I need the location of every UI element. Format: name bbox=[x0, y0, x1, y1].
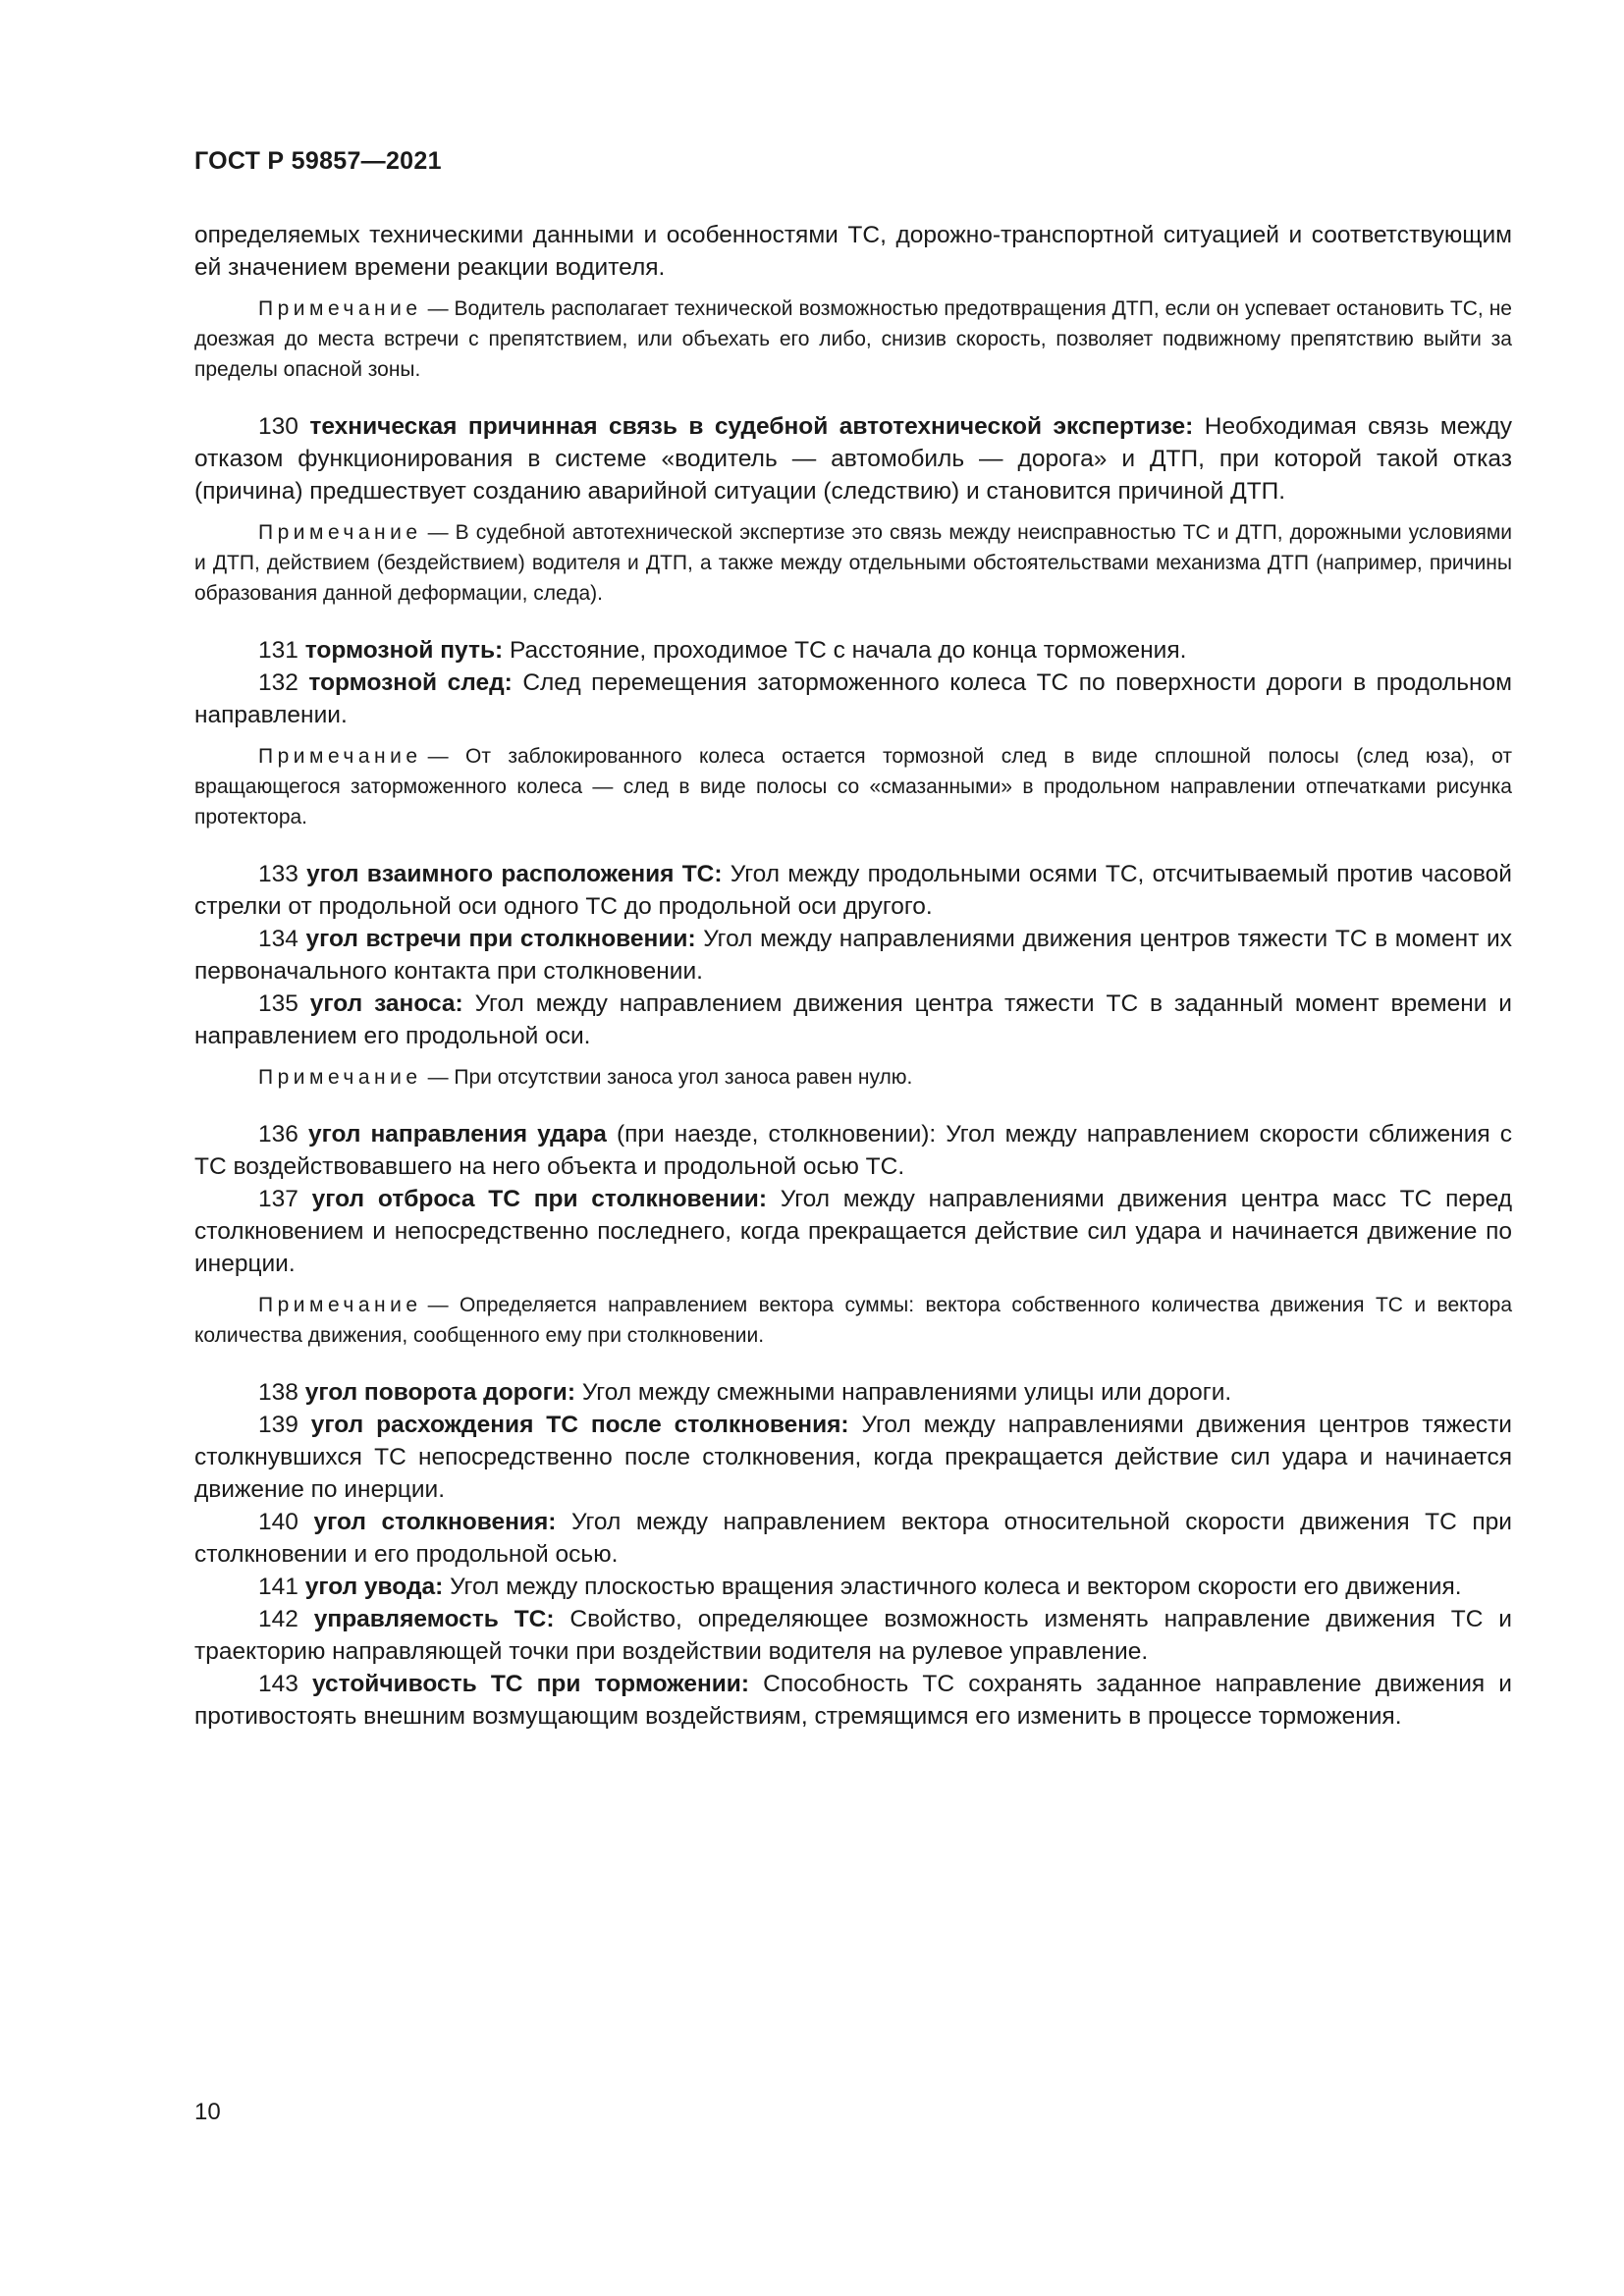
term-name: угол расхождения ТС после столкновения: bbox=[310, 1412, 849, 1438]
term-entry: 136 угол направления удара (при наезде, столкновении): Угол между направлением скорости сближения с ТС воздействовавшего на него объекта и продольной осью ТС. bbox=[194, 1121, 1512, 1180]
term-definition: Угол между направлением вектора относительной скорости движения ТС при столкновении и его продольной осью. bbox=[194, 1509, 1512, 1568]
term-entry: 139 угол расхождения ТС после столкновения: Угол между направлениями движения центров тяжести столкнувшихся ТС непосредственно после столкновения, когда прекращается действие сил удара и начинается движение по инерции. bbox=[194, 1412, 1512, 1503]
note bbox=[194, 1290, 1512, 1351]
term-entry: 132 тормозной след: След перемещения заторможенного колеса ТС по поверхности дороги в продольном направлении. bbox=[194, 669, 1512, 728]
term-entry: 130 техническая причинная связь в судебной автотехнической экспертизе: Необходимая связь между отказом функционирования в системе «водитель — автомобиль — дорога» и ДТП, при которой такой отказ (причина) предшествует созданию аварийной ситуации (следствию) и становится причиной ДТП. bbox=[194, 413, 1513, 505]
term-entry: 131 тормозной путь: Расстояние, проходимое ТС с начала до конца торможения. bbox=[258, 637, 1187, 664]
term-definition: Угол между направлениями движения центров тяжести ТС в момент их первоначального контакта при столкновении. bbox=[194, 926, 1512, 985]
term-definition: Способность ТС сохранять заданное направление движения и противостоять внешним возмущающим воздействиям, стремящимся его изменить в процессе торможения. bbox=[194, 1671, 1512, 1730]
note-text: — Определяется направлением вектора суммы: вектора собственного количества движения ТС и вектора количества движения, сообщенного ему при столкновении. bbox=[194, 1294, 1512, 1347]
note-text: — Водитель располагает технической возможностью предотвращения ДТП, если он успевает остановить ТС, не доезжая до места встречи с препятствием, или объехать его либо, снизив скорость, позволяет подвижному препятствию выйти за пределы опасной зоны. bbox=[194, 297, 1512, 381]
term-definition: Угол между направлением движения центра тяжести ТС в заданный момент времени и направлением его продольной оси. bbox=[194, 990, 1512, 1049]
term-entry: 137 угол отброса ТС при столкновении: Угол между направлениями движения центра масс ТС перед столкновением и непосредственно последнего, когда прекращается действие сил удара и начинается движение по инерции. bbox=[194, 1186, 1512, 1277]
note-label: Примечание bbox=[258, 1294, 422, 1316]
term-name: угол встречи при столкновении: bbox=[305, 926, 696, 952]
term-name: угол заноса: bbox=[309, 990, 463, 1017]
note bbox=[194, 1062, 1512, 1093]
term-name: тормозной путь: bbox=[304, 637, 504, 664]
term-name: управляемость ТС: bbox=[313, 1606, 555, 1632]
term-definition: (при наезде, столкновении): Угол между направлением скорости сближения с ТС воздействовавшего на него объекта и продольной осью ТС. bbox=[194, 1121, 1512, 1180]
note bbox=[194, 517, 1512, 609]
term-name: угол поворота дороги: bbox=[304, 1379, 576, 1406]
term-name: угол направления удара bbox=[307, 1121, 607, 1148]
term-name: угол увода: bbox=[304, 1574, 444, 1600]
term-name: угол столкновения: bbox=[313, 1509, 557, 1535]
term-name: устойчивость ТС при торможении: bbox=[312, 1671, 750, 1697]
term-definition: Угол между продольными осями ТС, отсчитываемый против часовой стрелки от продольной оси одного ТС до продольной оси другого. bbox=[194, 861, 1512, 920]
term-definition: Расстояние, проходимое ТС с начала до конца торможения. bbox=[503, 637, 1187, 664]
term-definition: Угол между плоскостью вращения эластичного колеса и вектором скорости его движения. bbox=[443, 1574, 1462, 1600]
term-definition: Свойство, определяющее возможность изменять направление движения ТС и траекторию направляющей точки при воздействии водителя на рулевое управление. bbox=[194, 1606, 1512, 1665]
term-entry: 135 угол заноса: Угол между направлением движения центра тяжести ТС в заданный момент времени и направлением его продольной оси. bbox=[194, 990, 1512, 1049]
term-entry: 142 управляемость ТС: Свойство, определяющее возможность изменять направление движения ТС и траекторию направляющей точки при воздействии водителя на рулевое управление. bbox=[194, 1606, 1512, 1665]
note bbox=[194, 294, 1512, 385]
note-label: Примечание bbox=[258, 1066, 422, 1089]
intro-paragraph: определяемых техническими данными и особенностями ТС, дорожно-транспортной ситуацией и соответствующим ей значением времени реакции водителя. bbox=[194, 222, 1512, 281]
term-definition: Угол между смежными направлениями улицы или дороги. bbox=[575, 1379, 1232, 1406]
note-label: Примечание bbox=[258, 521, 422, 544]
term-definition: След перемещения заторможенного колеса ТС по поверхности дороги в продольном направлении. bbox=[194, 669, 1512, 728]
term-entry: 143 устойчивость ТС при торможении: Способность ТС сохранять заданное направление движения и противостоять внешним возмущающим воздействиям, стремящимся его изменить в процессе торможения. bbox=[194, 1671, 1512, 1730]
term-name: угол отброса ТС при столкновении: bbox=[311, 1186, 767, 1212]
note-label: Примечание bbox=[258, 745, 422, 768]
note-text: — При отсутствии заноса угол заноса равен нулю. bbox=[427, 1066, 913, 1089]
note bbox=[194, 741, 1512, 832]
document-body bbox=[194, 219, 1512, 1733]
note-text: — В судебной автотехнической экспертизе это связь между неисправностью ТС и ДТП, дорожными условиями и ДТП, действием (бездействием) водителя и ДТП, а также между отдельными обстоятельствами механизма ДТП (например, причины образования данной деформации, следа). bbox=[194, 521, 1512, 605]
note-label: Примечание bbox=[258, 297, 422, 320]
term-name: тормозной след: bbox=[308, 669, 513, 696]
term-entry: 134 угол встречи при столкновении: Угол между направлениями движения центров тяжести ТС в момент их первоначального контакта при столкновении. bbox=[194, 926, 1512, 985]
document-code-header: ГОСТ Р 59857—2021 bbox=[194, 147, 442, 175]
term-definition: Угол между направлениями движения центра масс ТС перед столкновением и непосредственно последнего, когда прекращается действие сил удара и начинается движение по инерции. bbox=[194, 1186, 1512, 1277]
term-entry: 141 угол увода: Угол между плоскостью вращения эластичного колеса и вектором скорости его движения. bbox=[258, 1574, 1462, 1600]
term-entry: 138 угол поворота дороги: Угол между смежными направлениями улицы или дороги. bbox=[258, 1379, 1232, 1406]
note-text: — От заблокированного колеса остается тормозной след в виде сплошной полосы (след юза), от вращающегося заторможенного колеса — след в виде полосы со «смазанными» в продольном направлении отпечатками рисунка протектора. bbox=[194, 745, 1512, 828]
term-entry: 140 угол столкновения: Угол между направлением вектора относительной скорости движения ТС при столкновении и его продольной осью. bbox=[194, 1509, 1512, 1568]
page-number: 10 bbox=[194, 2099, 221, 2125]
term-definition: Угол между направлениями движения центров тяжести столкнувшихся ТС непосредственно после столкновения, когда прекращается действие сил удара и начинается движение по инерции. bbox=[194, 1412, 1512, 1503]
term-definition: Необходимая связь между отказом функционирования в системе «водитель — автомобиль — дорога» и ДТП, при которой такой отказ (причина) предшествует созданию аварийной ситуации (следствию) и становится причиной ДТП. bbox=[194, 413, 1513, 505]
term-name: техническая причинная связь в судебной автотехнической экспертизе: bbox=[309, 413, 1194, 440]
term-name: угол взаимного расположения ТС: bbox=[306, 861, 723, 887]
term-entry: 133 угол взаимного расположения ТС: Угол между продольными осями ТС, отсчитываемый против часовой стрелки от продольной оси одного ТС до продольной оси другого. bbox=[194, 861, 1512, 920]
